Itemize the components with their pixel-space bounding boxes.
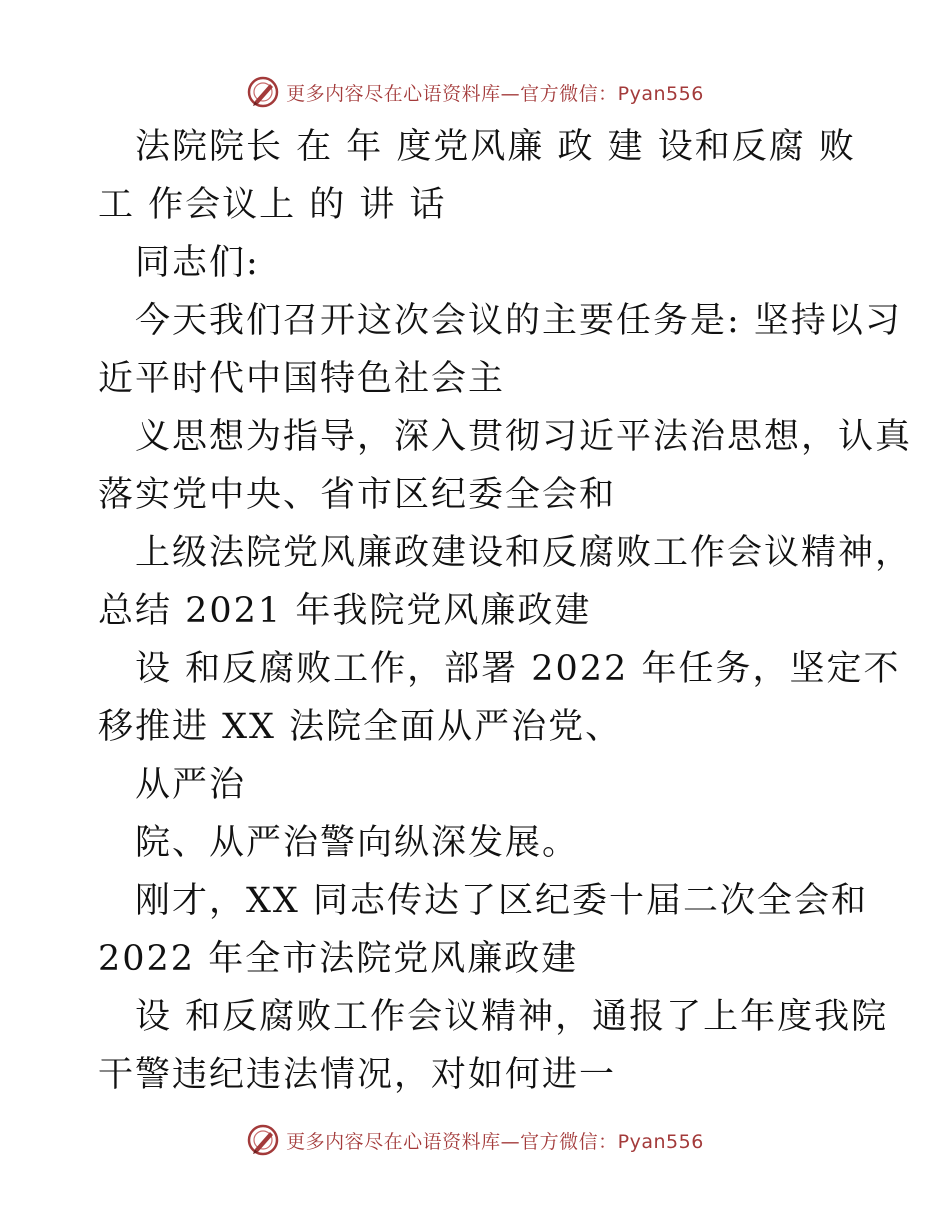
document-line: 义思想为指导，深入贯彻习近平法治思想，认真: [135, 417, 913, 457]
document-line: 刚才，XX 同志传达了区纪委十届二次全会和: [135, 881, 868, 921]
document-line: 落实党中央、省市区纪委全会和: [98, 475, 617, 515]
footer-watermark: [0, 1120, 950, 1160]
document-line: 2022 年全市法院党风廉政建: [98, 939, 579, 979]
pen-seal-logo-icon: [246, 1123, 280, 1157]
watermark-text: 更多内容尽在心语资料库—官方微信：Pyan556: [286, 1130, 704, 1153]
document-line: 工 作会议上 的 讲 话: [98, 185, 447, 225]
document-line: 从严治: [135, 765, 247, 805]
watermark-text: 更多内容尽在心语资料库—官方微信：Pyan556: [286, 82, 704, 105]
document-line: 干警违纪违法情况，对如何进一: [98, 1055, 617, 1095]
document-line: 今天我们召开这次会议的主要任务是: 坚持以习: [135, 301, 902, 341]
header-watermark: [0, 72, 950, 112]
document-line: 移推进 XX 法院全面从严治党、: [98, 707, 623, 747]
document-line: 院、从严治警向纵深发展。: [135, 823, 580, 863]
pen-seal-logo-icon: [246, 75, 280, 109]
document-line: 设 和反腐败工作会议精神，通报了上年度我院: [135, 997, 889, 1037]
document-line: 总结 2021 年我院党风廉政建: [98, 591, 592, 631]
document-line: 法院院长 在 年 度党风廉 政 建 设和反腐 败: [135, 127, 856, 167]
document-line: 同志们:: [135, 243, 260, 283]
document-line: 上级法院党风廉政建设和反腐败工作会议精神，: [135, 533, 913, 573]
document-line: 近平时代中国特色社会主: [98, 359, 506, 399]
document-line: 设 和反腐败工作，部署 2022 年任务，坚定不: [135, 649, 901, 689]
document-body: [98, 118, 913, 1104]
